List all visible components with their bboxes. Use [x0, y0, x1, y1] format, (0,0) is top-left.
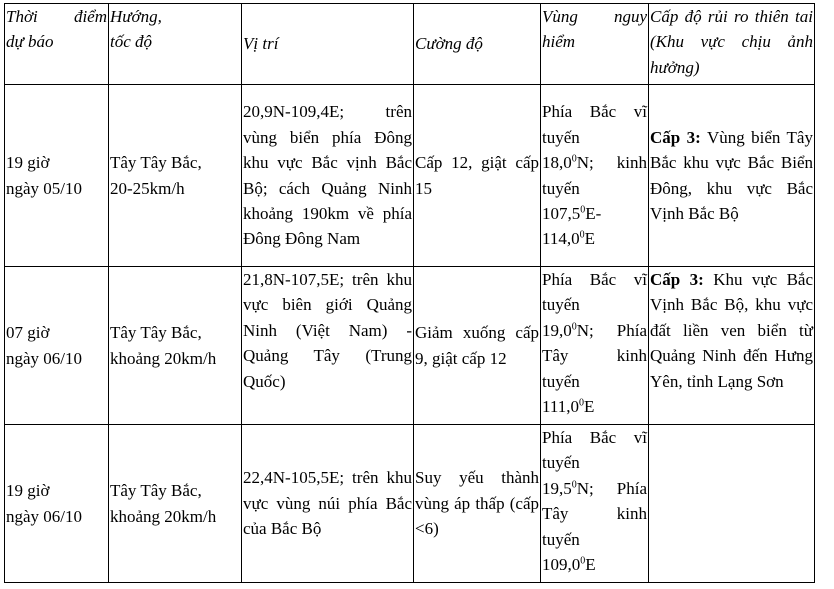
- cell-time: 19 giờ ngày 06/10: [5, 425, 109, 583]
- cell-position: 20,9N-109,4E; trên vùng biển phía Đông khu vực Bắc vịnh Bắc Bộ; cách Quảng Ninh khoảng 190km về phía Đông Đông Nam: [242, 85, 414, 267]
- cell-risk-level: Cấp 3: Khu vực Bắc Vịnh Bắc Bộ, khu vực đất liền ven biển từ Quảng Ninh đến Hưng Yên, tỉnh Lạng Sơn: [649, 267, 815, 425]
- cell-risk-level: [649, 425, 815, 583]
- cell-intensity: Cấp 12, giật cấp 15: [414, 85, 541, 267]
- cell-direction: Tây Tây Bắc, 20-25km/h: [109, 85, 242, 267]
- header-risk-level: Cấp độ rủi ro thiên tai (Khu vực chịu ảnh hưởng): [649, 4, 815, 85]
- table-row: [5, 267, 815, 425]
- header-direction: Hướng, tốc độ: [109, 4, 242, 85]
- cell-direction: Tây Tây Bắc, khoảng 20km/h: [109, 267, 242, 425]
- table-row: [5, 85, 815, 267]
- header-position: Vị trí: [242, 4, 414, 85]
- cell-position: 22,4N-105,5E; trên khu vực vùng núi phía Bắc của Bắc Bộ: [242, 425, 414, 583]
- cell-direction: Tây Tây Bắc, khoảng 20km/h: [109, 425, 242, 583]
- header-danger-zone: Vùng nguy hiểm: [541, 4, 649, 85]
- header-time: Thời điểm dự báo: [5, 4, 109, 85]
- cell-time: 07 giờ ngày 06/10: [5, 267, 109, 425]
- cell-intensity: Suy yếu thành vùng áp thấp (cấp <6): [414, 425, 541, 583]
- table-row: [5, 425, 815, 583]
- cell-risk-level: Cấp 3: Vùng biển Tây Bắc khu vực Bắc Biển Đông, khu vực Bắc Vịnh Bắc Bộ: [649, 85, 815, 267]
- cell-position: 21,8N-107,5E; trên khu vực biên giới Quảng Ninh (Việt Nam) - Quảng Tây (Trung Quốc): [242, 267, 414, 425]
- cell-danger-zone: Phía Bắc vĩ tuyến 19,0$^0$N; Phía Tây kinh tuyến 111,0$^0$E: [541, 267, 649, 425]
- cell-intensity: Giảm xuống cấp 9, giật cấp 12: [414, 267, 541, 425]
- forecast-table: [4, 3, 815, 583]
- cell-danger-zone: Phía Bắc vĩ tuyến 18,0$^0$N; kinh tuyến 107,5$^0$E- 114,0$^0$E: [541, 85, 649, 267]
- header-intensity: Cường độ: [414, 4, 541, 85]
- cell-time: 19 giờ ngày 05/10: [5, 85, 109, 267]
- header-row: [5, 4, 815, 85]
- cell-danger-zone: Phía Bắc vĩ tuyến 19,5$^0$N; Phía Tây kinh tuyến 109,0$^0$E: [541, 425, 649, 583]
